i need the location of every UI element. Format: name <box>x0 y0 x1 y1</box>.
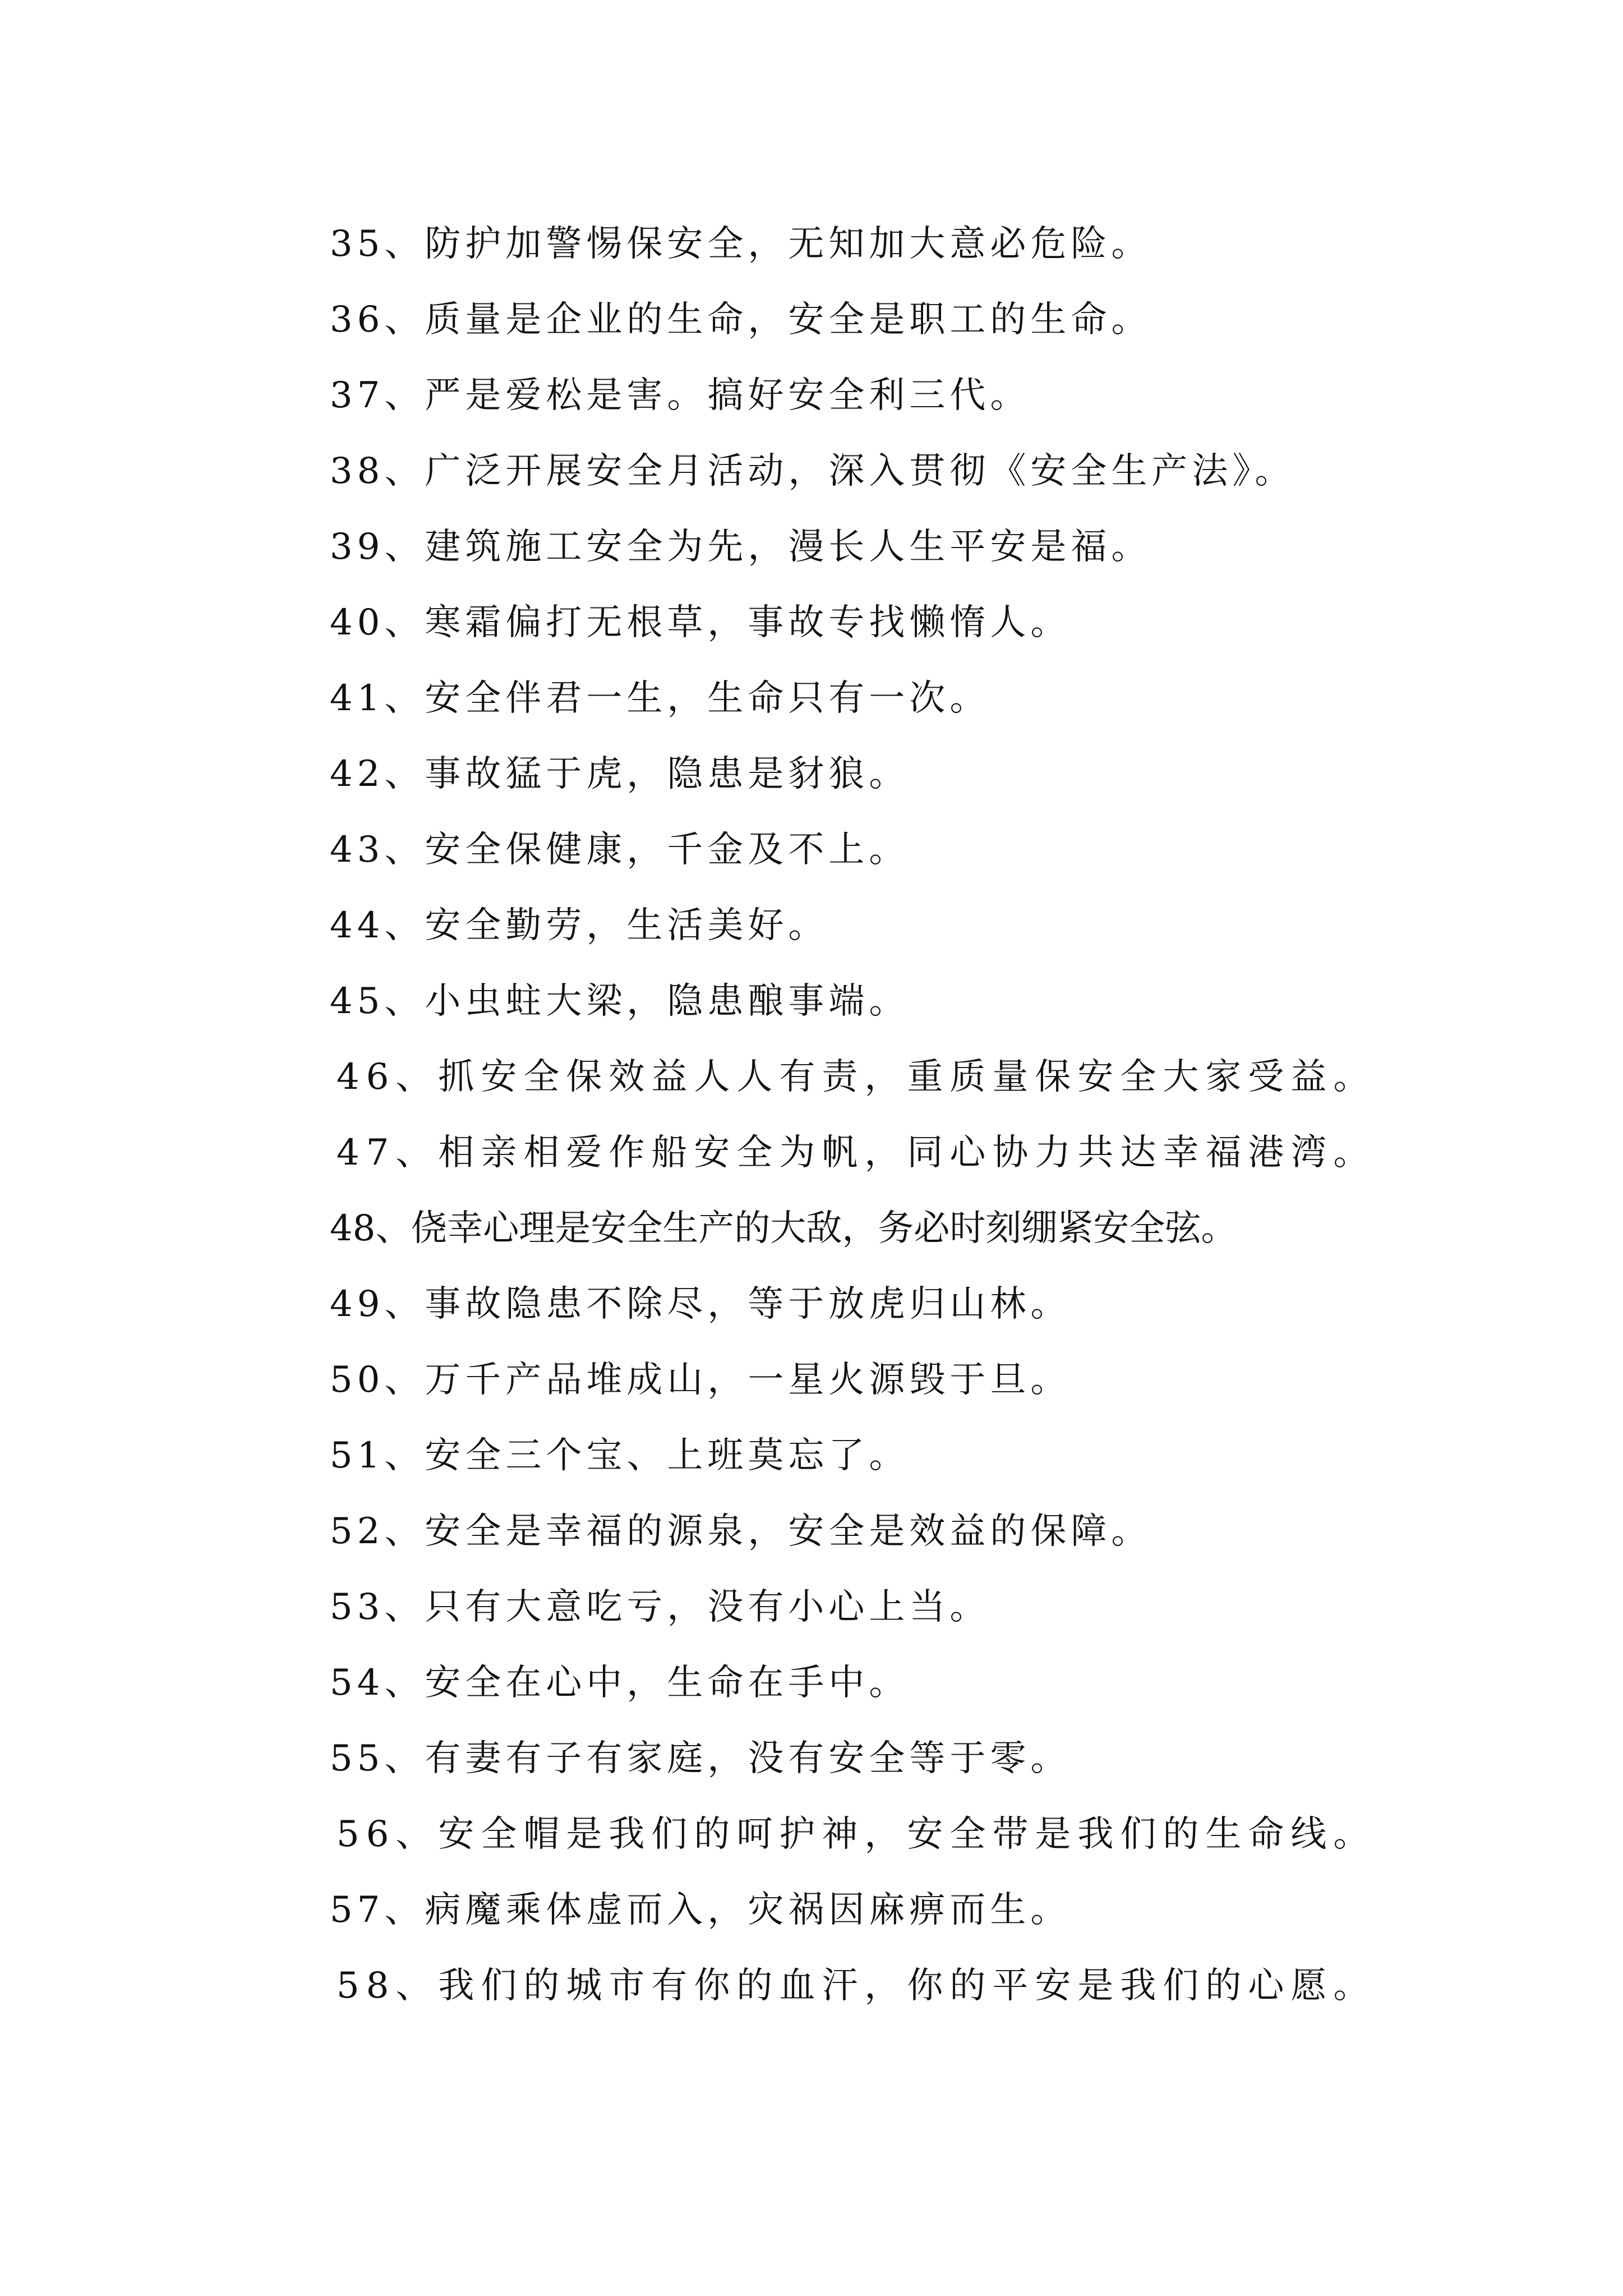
list-item: 45、小虫蛀大梁，隐患酿事端。 <box>330 981 910 1022</box>
list-item: 53、只有大意吃亏，没有小心上当。 <box>330 1586 990 1628</box>
list-item: 35、防护加警惕保安全，无知加大意必危险。 <box>330 223 1152 265</box>
list-item: 43、安全保健康，千金及不上。 <box>330 829 910 871</box>
list-item: 55、有妻有子有家庭，没有安全等于零。 <box>330 1738 1071 1779</box>
list-item: 40、寒霜偏打无根草，事故专找懒惰人。 <box>330 602 1071 643</box>
list-item: 36、质量是企业的生命，安全是职工的生命。 <box>330 299 1152 341</box>
list-item: 37、严是爱松是害。搞好安全利三代。 <box>330 375 1031 416</box>
list-item: 51、安全三个宝、上班莫忘了。 <box>330 1435 910 1476</box>
list-item: 48、侥幸心理是安全生产的大敌，务必时刻绷紧安全弦。 <box>330 1208 1237 1249</box>
list-item: 44、安全勤劳，生活美好。 <box>330 905 829 946</box>
list-item: 56、安全帽是我们的呵护神，安全带是我们的生命线。 <box>336 1814 1376 1855</box>
list-item: 39、建筑施工安全为先，漫长人生平安是福。 <box>330 526 1152 568</box>
list-item: 58、我们的城市有你的血汗，你的平安是我们的心愿。 <box>336 1965 1376 2007</box>
list-item: 47、相亲相爱作船安全为帆，同心协力共达幸福港湾。 <box>336 1132 1376 1174</box>
list-item: 38、广泛开展安全月活动，深入贯彻《安全生产法》。 <box>330 450 1295 492</box>
list-item: 41、安全伴君一生，生命只有一次。 <box>330 678 990 719</box>
list-item: 46、抓安全保效益人人有责，重质量保安全大家受益。 <box>336 1056 1376 1098</box>
list-item: 50、万千产品堆成山，一星火源毁于旦。 <box>330 1359 1071 1401</box>
list-item: 49、事故隐患不除尽，等于放虎归山林。 <box>330 1283 1071 1325</box>
list-item: 57、病魔乘体虚而入，灾祸因麻痹而生。 <box>330 1889 1071 1931</box>
list-item: 52、安全是幸福的源泉，安全是效益的保障。 <box>330 1511 1152 1552</box>
list-item: 42、事故猛于虎，隐患是豺狼。 <box>330 753 910 795</box>
list-item: 54、安全在心中，生命在手中。 <box>330 1662 910 1704</box>
